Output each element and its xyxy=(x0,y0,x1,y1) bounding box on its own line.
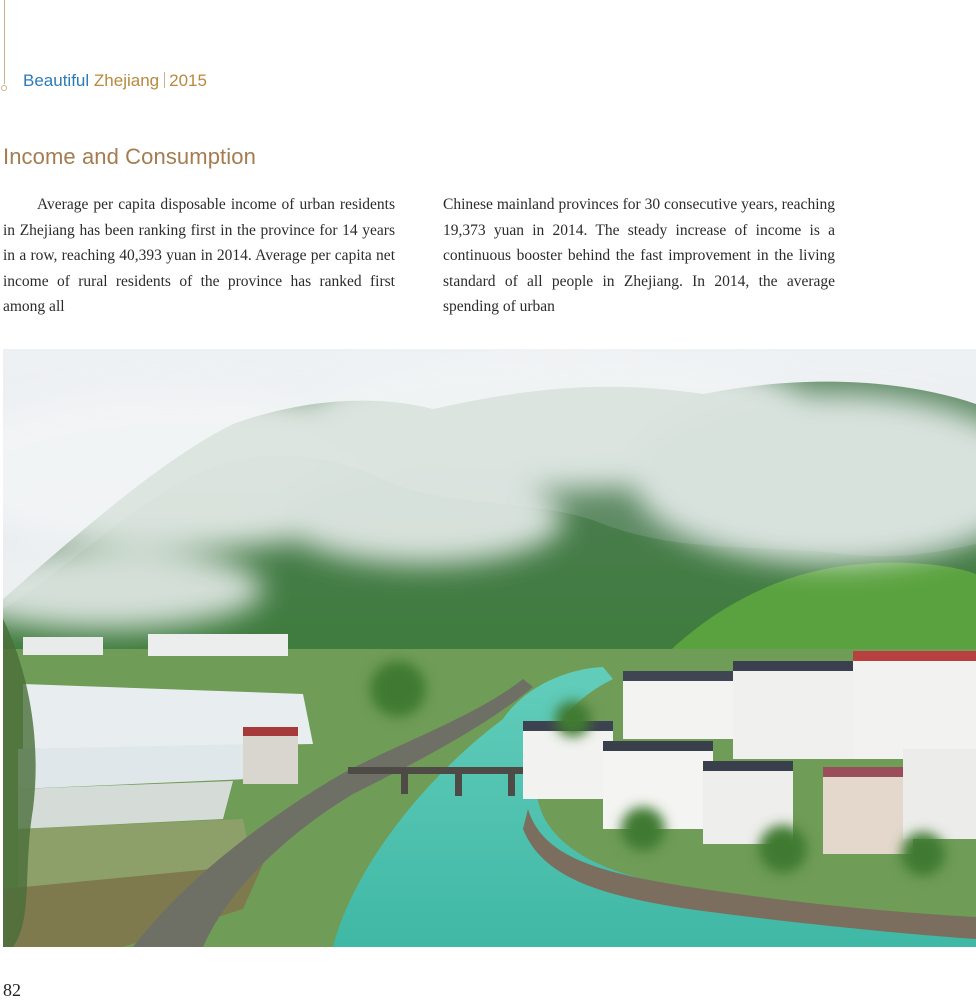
margin-rule-dot xyxy=(1,85,7,91)
text-column-left xyxy=(3,192,395,320)
section-title: Income and Consumption xyxy=(3,144,256,169)
paragraph-left: Average per capita disposable income of urban residents in Zhejiang has been ranking first in the province for 14 years in a row, reaching 40,393 yuan in 2014. Average per capita net income of rural residents of the province has ranked first among all xyxy=(3,196,395,315)
header-year: 2015 xyxy=(169,71,207,90)
header-zhejiang: Zhejiang xyxy=(93,71,160,90)
header-beautiful: Beautiful xyxy=(23,71,90,90)
landscape-photo xyxy=(3,349,976,947)
running-header xyxy=(23,70,207,92)
margin-rule-line xyxy=(4,0,5,84)
distant-houses xyxy=(23,634,288,656)
paragraph-right: Chinese mainland provinces for 30 consecutive years, reaching 19,373 yuan in 2014. The steady increase of income is a continuous booster behind the fast improvement in the living standard of all people in Zhejiang. In 2014, the average spending of urban xyxy=(443,196,835,315)
page-number: 82 xyxy=(3,980,21,1000)
header-divider xyxy=(164,72,165,88)
text-column-right xyxy=(443,192,835,320)
